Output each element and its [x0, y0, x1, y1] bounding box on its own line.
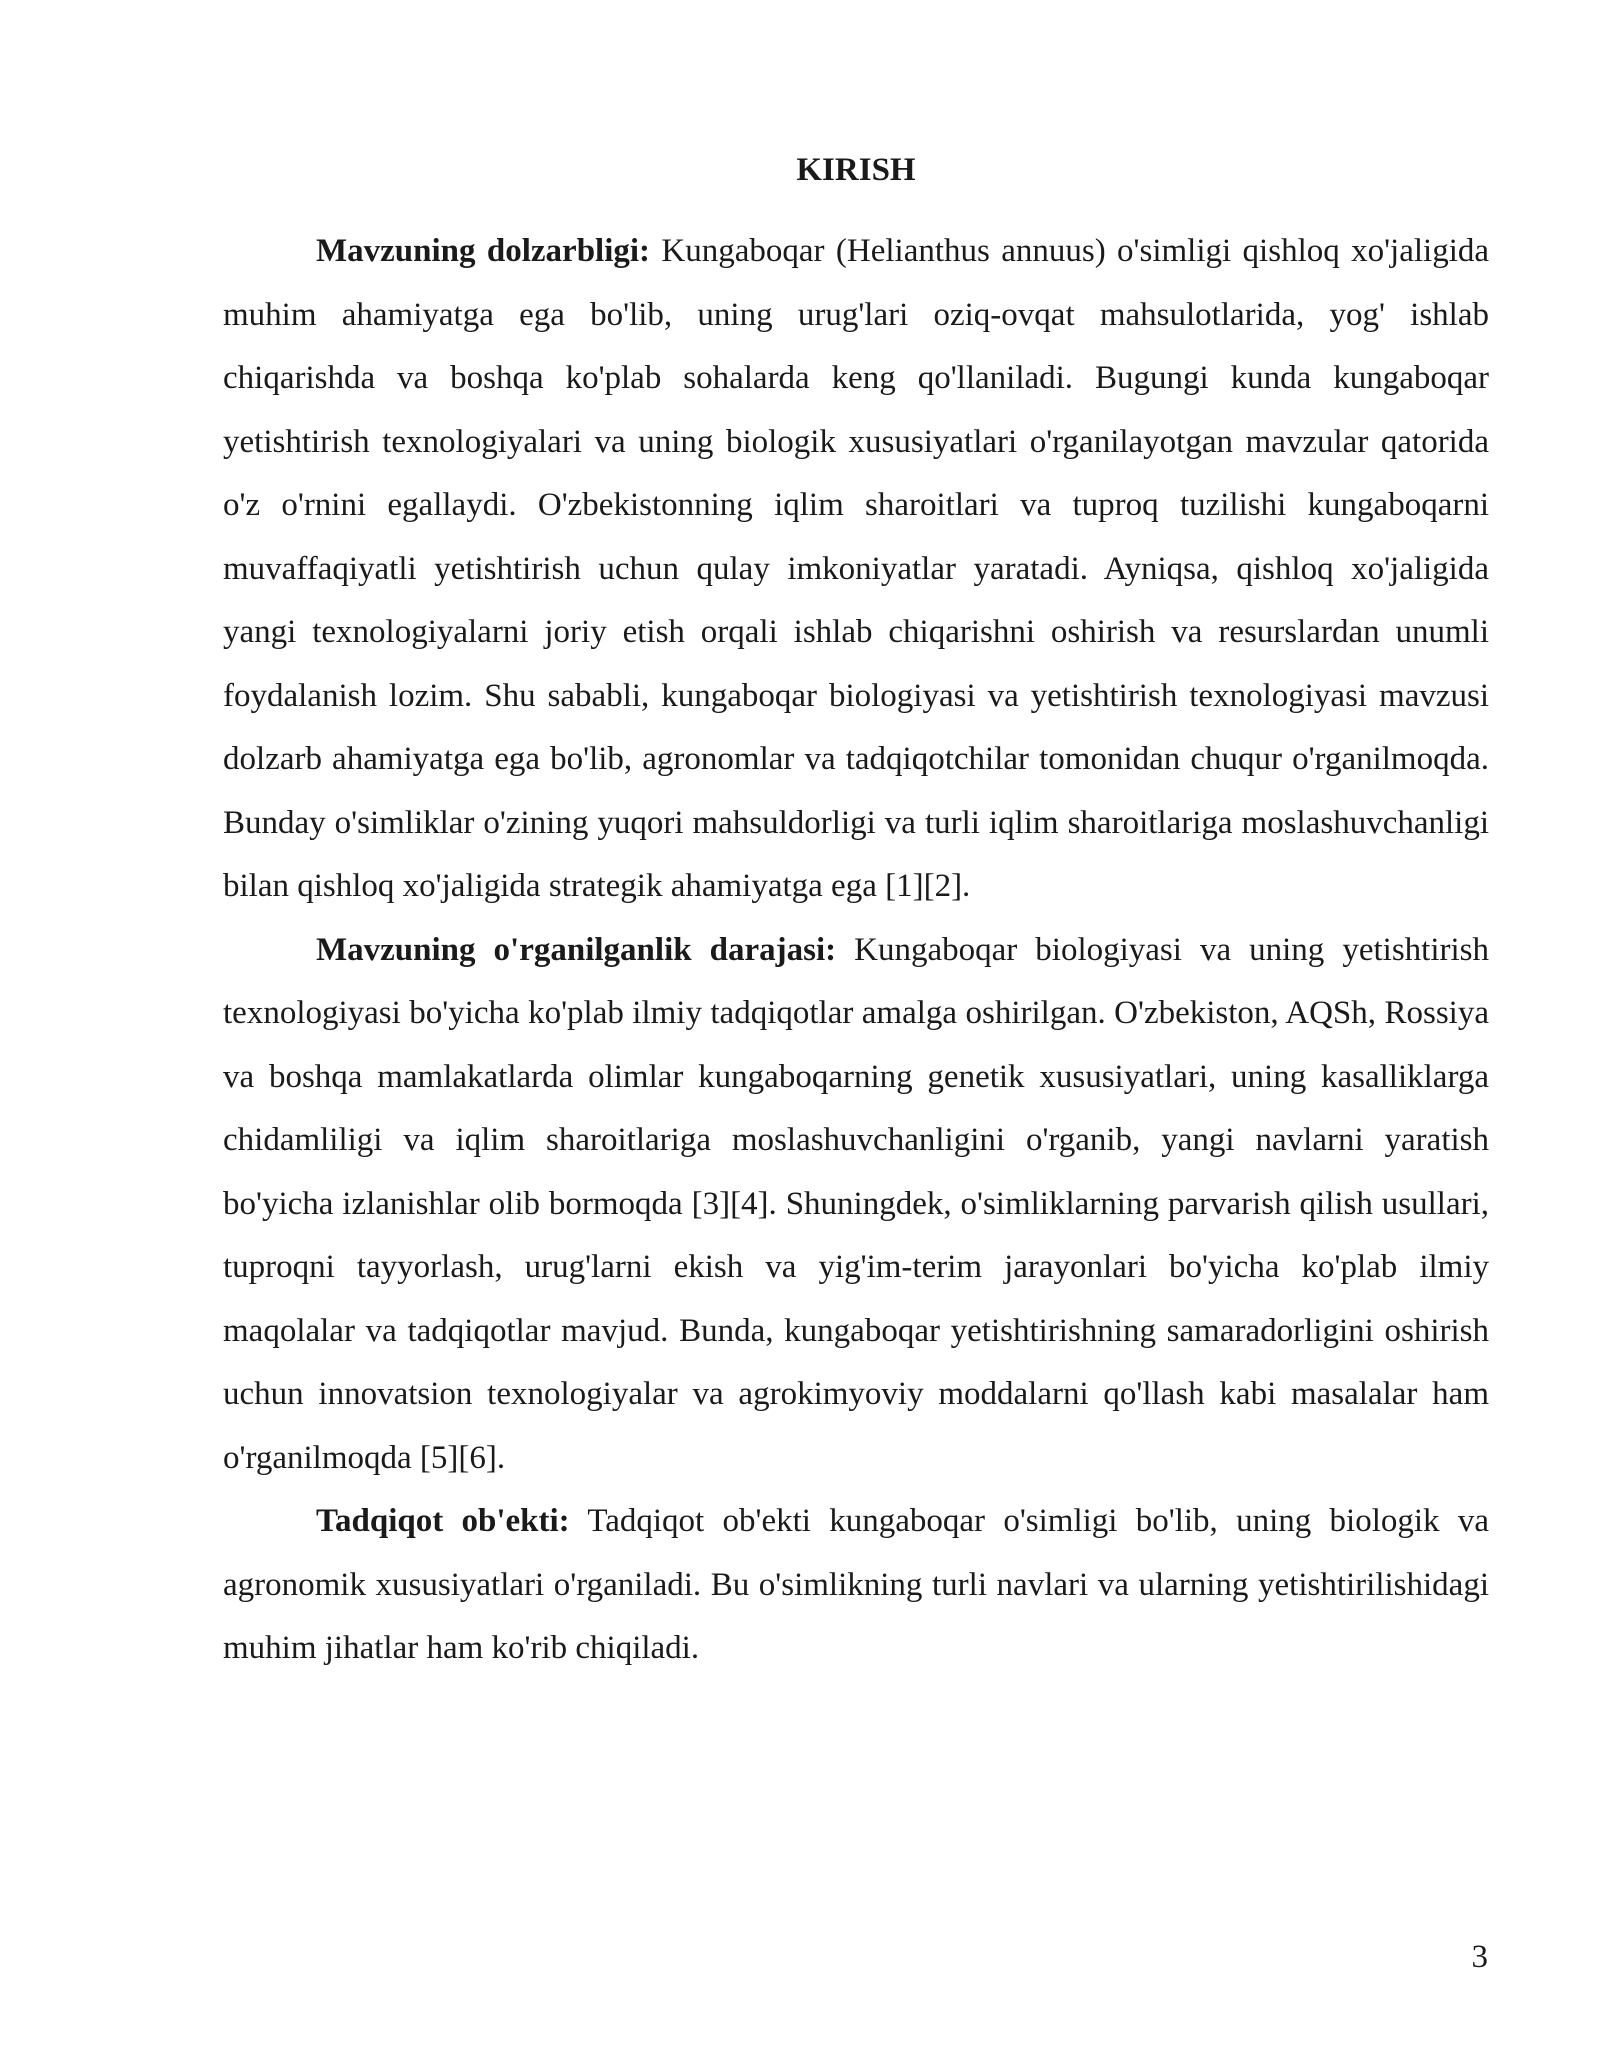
paragraph-text: Kungaboqar biologiyasi va uning yetishtirish texnologiyasi bo'yicha ko'plab ilmiy tadqiqotlar amalga oshirilgan. O'zbekiston, AQSh, Rossiya va boshqa mamlakatlarda olimlar kungaboqarning genetik xususiyatlari, uning kasalliklarga chidamliligi va iqlim sharoitlariga moslashuvchanligini o'rganib, yangi navlarni yaratish bo'yicha izlanishlar olib bormoqda [3][4]. Shuningdek, o'simliklarning parvarish qilish usullari, tuproqni tayyorlash, urug'larni ekish va yig'im-terim jarayonlari bo'yicha ko'plab ilmiy maqolalar va tadqiqotlar mavjud. Bunda, kungaboqar yetishtirishning samaradorligini oshirish uchun innovatsion texnologiyalar va agrokimyoviy moddalarni qo'llash kabi masalalar ham o'rganilmoqda [5][6].	[223, 931, 1489, 1476]
paragraph-text: Tadqiqot ob'ekti kungaboqar o'simligi bo'lib, uning biologik va agronomik xususiyatlari o'rganiladi. Bu o'simlikning turli navlari va ularning yetishtirilishidagi muhim jihatlar ham ko'rib chiqiladi.	[223, 1503, 1489, 1666]
paragraph-label: Mavzuning dolzarbligi:	[316, 233, 651, 269]
paragraph-study-level	[223, 919, 1489, 1491]
paragraph-label: Tadqiqot ob'ekti:	[316, 1503, 570, 1539]
paragraph-label: Mavzuning o'rganilganlik darajasi:	[316, 931, 837, 968]
paragraph-research-object	[223, 1490, 1489, 1681]
page-number: 3	[1471, 1939, 1488, 1975]
paragraph-relevance	[223, 220, 1489, 919]
paragraph-text: Kungaboqar (Helianthus annuus) o'simligi qishloq xo'jaligida muhim ahamiyatga ega bo'lib, uning urug'lari oziq-ovqat mahsulotlarida, yog' ishlab chiqarishda va boshqa ko'plab sohalarda keng qo'llaniladi. Bugungi kunda kungaboqar yetishtirish texnologiyalari va uning biologik xususiyatlari o'rganilayotgan mavzular qatorida o'z o'rnini egallaydi. O'zbekistonning iqlim sharoitlari va tuproq tuzilishi kungaboqarni muvaffaqiyatli yetishtirish uchun qulay imkoniyatlar yaratadi. Ayniqsa, qishloq xo'jaligida yangi texnologiyalarni joriy etish orqali ishlab chiqarishni oshirish va resurslardan unumli foydalanish lozim. Shu sababli, kungaboqar biologiyasi va yetishtirish texnologiyasi mavzusi dolzarb ahamiyatga ega bo'lib, agronomlar va tadqiqotchilar tomonidan chuqur o'rganilmoqda. Bunday o'simliklar o'zining yuqori mahsuldorligi va turli iqlim sharoitlariga moslashuvchanligi bilan qishloq xo'jaligida strategik ahamiyatga ega [1][2].	[223, 233, 1490, 904]
document-page	[223, 148, 1489, 1681]
section-heading: KIRISH	[796, 152, 916, 188]
